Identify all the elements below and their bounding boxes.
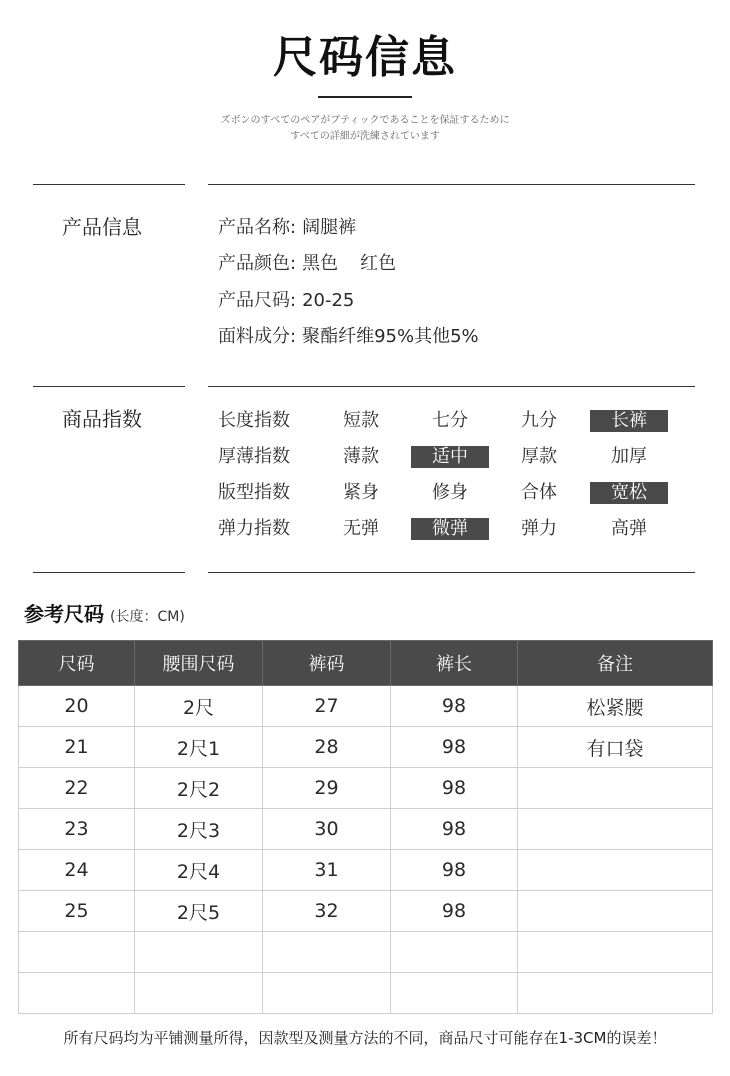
index-option: 厚款	[521, 446, 557, 467]
table-cell	[518, 932, 713, 973]
index-option: 合体	[521, 482, 557, 503]
table-cell: 22	[19, 768, 135, 809]
table-cell: 98	[391, 891, 518, 932]
table-cell: 98	[391, 686, 518, 727]
table-cell	[518, 973, 713, 1014]
table-cell: 25	[19, 891, 135, 932]
index-option-selected: 适中	[411, 446, 489, 468]
table-row	[19, 727, 713, 768]
table-cell: 24	[19, 850, 135, 891]
column-header: 裤长	[391, 641, 518, 686]
index-option: 短款	[343, 410, 379, 431]
product-size-key: 产品尺码:	[218, 290, 297, 311]
table-cell	[518, 850, 713, 891]
index-option: 无弹	[343, 518, 379, 539]
product-color-red: 红色	[360, 253, 397, 274]
index-option: 七分	[432, 410, 468, 431]
index-option: 九分	[521, 410, 557, 431]
product-name-value: 阔腿裤	[302, 217, 357, 238]
index-label: 厚薄指数	[218, 446, 290, 467]
product-color-row	[218, 252, 396, 276]
product-size-row	[218, 289, 354, 313]
table-cell: 23	[19, 809, 135, 850]
table-row	[19, 891, 713, 932]
table-cell: 30	[263, 809, 391, 850]
index-row-length	[0, 408, 730, 434]
table-row	[19, 932, 713, 973]
table-cell: 98	[391, 727, 518, 768]
index-option: 修身	[432, 482, 468, 503]
table-cell: 28	[263, 727, 391, 768]
product-fabric-value: 聚酯纤维95%其他5%	[302, 326, 479, 347]
product-fabric-key: 面料成分:	[218, 326, 297, 347]
table-cell	[391, 932, 518, 973]
index-row-fit	[0, 480, 730, 506]
divider-right-3	[208, 572, 695, 573]
column-header: 尺码	[19, 641, 135, 686]
size-table-heading	[24, 600, 185, 631]
table-cell: 32	[263, 891, 391, 932]
table-cell	[19, 973, 135, 1014]
subtitle-line-2: すべての詳細が洗練されています	[290, 131, 440, 142]
product-color-key: 产品颜色:	[218, 253, 297, 274]
table-cell: 98	[391, 809, 518, 850]
index-option: 加厚	[611, 446, 647, 467]
table-row	[19, 973, 713, 1014]
table-cell: 29	[263, 768, 391, 809]
size-table-title: 参考尺码	[24, 602, 104, 626]
table-cell: 27	[263, 686, 391, 727]
column-header: 腰围尺码	[135, 641, 263, 686]
index-option: 紧身	[343, 482, 379, 503]
table-cell	[19, 932, 135, 973]
divider-left-2	[33, 386, 185, 387]
divider-right-2	[208, 386, 695, 387]
table-cell	[135, 932, 263, 973]
subtitle-line-1: ズボンのすべてのペアがブティックであることを保証するために	[220, 115, 510, 126]
product-name-key: 产品名称:	[218, 217, 297, 238]
title-underline	[318, 96, 412, 98]
table-cell: 98	[391, 768, 518, 809]
table-cell	[263, 932, 391, 973]
table-cell	[518, 891, 713, 932]
table-row	[19, 686, 713, 727]
product-color-black: 黑色	[302, 253, 339, 274]
index-row-elasticity	[0, 516, 730, 542]
size-table	[18, 640, 713, 1014]
table-cell: 31	[263, 850, 391, 891]
page-title: 尺码信息	[273, 32, 457, 83]
table-cell	[391, 973, 518, 1014]
divider-right-1	[208, 184, 695, 185]
table-cell: 2尺1	[135, 727, 263, 768]
table-cell	[135, 973, 263, 1014]
table-cell: 20	[19, 686, 135, 727]
index-option-selected: 宽松	[590, 482, 668, 504]
table-row	[19, 768, 713, 809]
table-row	[19, 809, 713, 850]
table-cell: 2尺3	[135, 809, 263, 850]
table-cell: 2尺2	[135, 768, 263, 809]
column-header: 备注	[518, 641, 713, 686]
table-cell: 有口袋	[518, 727, 713, 768]
index-label: 弹力指数	[218, 518, 290, 539]
table-cell: 98	[391, 850, 518, 891]
index-row-thickness	[0, 444, 730, 470]
measurement-note: 所有尺码均为平铺测量所得，因款型及测量方法的不同，商品尺寸可能存在1-3CM的误差！	[63, 1029, 667, 1047]
divider-left-3	[33, 572, 185, 573]
table-cell: 21	[19, 727, 135, 768]
table-header-row	[19, 641, 713, 686]
index-option: 薄款	[343, 446, 379, 467]
table-cell: 松紧腰	[518, 686, 713, 727]
table-cell: 2尺4	[135, 850, 263, 891]
indices-label: 商品指数	[62, 407, 142, 431]
index-option: 弹力	[521, 518, 557, 539]
index-label: 长度指数	[218, 410, 290, 431]
product-name-row	[218, 216, 356, 240]
product-info-label: 产品信息	[62, 215, 142, 239]
index-option-selected: 长裤	[590, 410, 668, 432]
column-header: 裤码	[263, 641, 391, 686]
table-cell	[518, 809, 713, 850]
table-row	[19, 850, 713, 891]
table-cell	[263, 973, 391, 1014]
table-cell: 2尺	[135, 686, 263, 727]
product-size-value: 20-25	[302, 290, 355, 311]
table-cell	[518, 768, 713, 809]
product-fabric-row	[218, 325, 479, 349]
index-option-selected: 微弹	[411, 518, 489, 540]
size-table-unit: (长度：CM)	[110, 609, 185, 625]
index-option: 高弹	[611, 518, 647, 539]
table-cell: 2尺5	[135, 891, 263, 932]
divider-left-1	[33, 184, 185, 185]
index-label: 版型指数	[218, 482, 290, 503]
